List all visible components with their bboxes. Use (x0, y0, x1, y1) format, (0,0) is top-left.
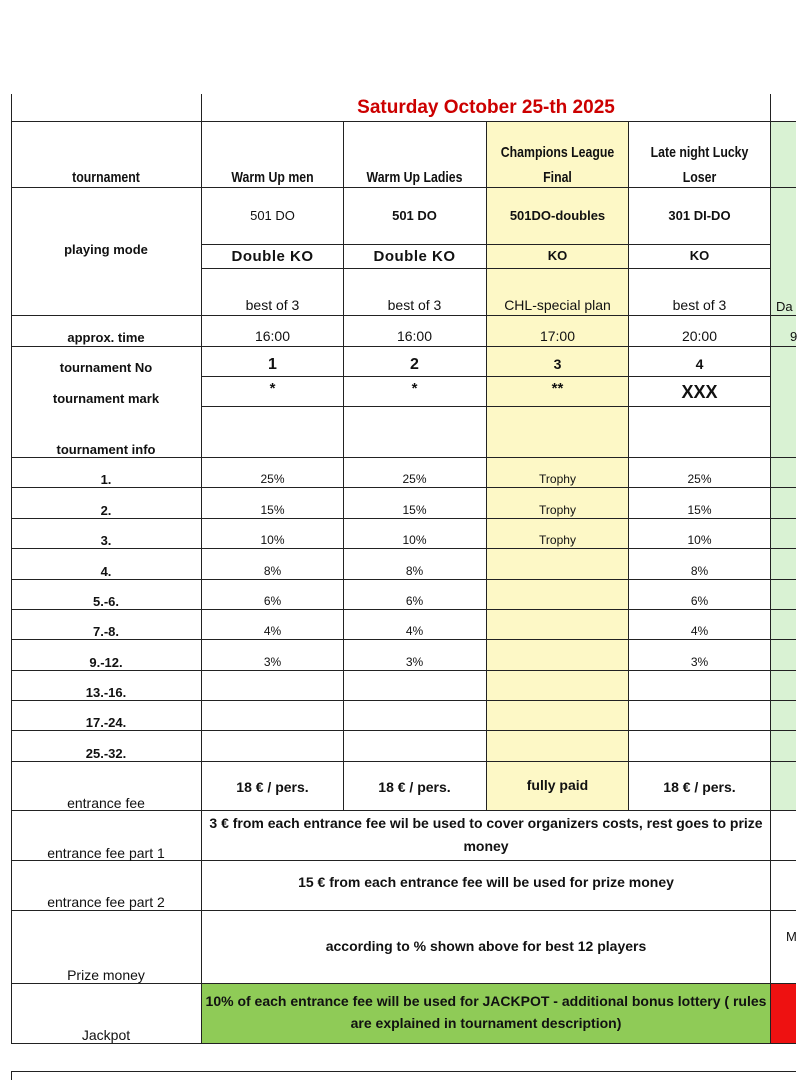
grid-line (11, 609, 796, 610)
label-place: 3. (100, 533, 112, 548)
grid-line (11, 700, 796, 701)
fee-part1-text: 3 € from each entrance fee wil be used to cover organizers costs, rest goes to prize money (209, 815, 763, 854)
prize-money-text: according to % shown above for best 12 players (325, 938, 647, 954)
prize-share: 10% (402, 533, 427, 547)
match-format: best of 3 (387, 297, 442, 313)
prize-share: Trophy (539, 533, 576, 547)
prize-share: 15% (687, 503, 712, 517)
tournament-number: 3 (553, 356, 562, 372)
tournament-name-line2: Final (543, 169, 572, 186)
tournament-number: 4 (695, 356, 704, 372)
entrance-fee: fully paid (526, 777, 589, 793)
next-day-format-fragment: Da (776, 299, 793, 314)
grid-line (201, 244, 771, 245)
start-time: 16:00 (396, 328, 433, 344)
grid-line (11, 579, 796, 580)
start-time: 16:00 (254, 328, 291, 344)
playing-mode: 501 DO (392, 208, 437, 223)
grid-line (11, 730, 796, 731)
label-place: 1. (100, 472, 112, 487)
label-playing-mode: playing mode (64, 242, 148, 257)
grid-line (11, 639, 796, 640)
prize-share: 6% (690, 594, 709, 608)
prize-share: 25% (687, 472, 712, 486)
prize-share: 4% (690, 624, 709, 638)
prize-share: 8% (263, 564, 282, 578)
label-jackpot: Jackpot (81, 1027, 131, 1043)
prize-share: 25% (260, 472, 285, 486)
tournament-mark: ** (551, 380, 564, 397)
entrance-fee: 18 € / pers. (663, 779, 736, 795)
label-prize-money: Prize money (67, 967, 145, 983)
label-tournament-info: tournament info (56, 442, 156, 457)
start-time: 17:00 (539, 328, 576, 344)
tournament-name-line2: Warm Up Ladies (366, 169, 463, 186)
fee-part2-text: 15 € from each entrance fee will be used for prize money (298, 874, 674, 890)
grid-line (11, 761, 796, 762)
grid-line (11, 457, 796, 458)
champions-league-column-fill (487, 122, 629, 810)
label-place: 2. (100, 503, 112, 518)
prize-share: 10% (260, 533, 285, 547)
grid-line (11, 670, 796, 671)
prize-share: 10% (687, 533, 712, 547)
prize-share: 6% (263, 594, 282, 608)
next-day-prize-fragment: M (786, 929, 797, 944)
grid-line (201, 406, 771, 407)
label-tournament-no: tournament No (59, 360, 153, 375)
tournament-mark: * (411, 380, 418, 397)
prize-share: 15% (260, 503, 285, 517)
grid-line (11, 910, 796, 911)
label-place: 25.-32. (85, 746, 127, 761)
grid-line (11, 548, 796, 549)
page-title: Saturday October 25-th 2025 (357, 97, 615, 118)
prize-share: 4% (405, 624, 424, 638)
start-time: 20:00 (681, 328, 718, 344)
playing-mode: 501 DO (250, 208, 295, 223)
entrance-fee: 18 € / pers. (236, 779, 309, 795)
ko-format: KO (547, 248, 568, 263)
next-day-column-fill (771, 122, 796, 810)
label-place: 7.-8. (92, 624, 119, 639)
prize-share: 3% (405, 655, 424, 669)
grid-line (343, 122, 344, 810)
ko-format: KO (689, 248, 710, 263)
prize-share: 8% (405, 564, 424, 578)
grid-line (11, 518, 796, 519)
grid-line (628, 122, 629, 810)
label-entrance-fee-part1: entrance fee part 1 (47, 845, 165, 861)
red-cell-fill (771, 984, 796, 1043)
grid-line (201, 268, 771, 269)
grid-line (11, 346, 796, 347)
prize-share: 3% (263, 655, 282, 669)
grid-line (770, 94, 771, 1043)
prize-share: 3% (690, 655, 709, 669)
tournament-number: 2 (410, 356, 419, 373)
label-entrance-fee-part2: entrance fee part 2 (47, 894, 165, 910)
grid-line (11, 1071, 796, 1072)
entrance-fee: 18 € / pers. (378, 779, 451, 795)
match-format: CHL-special plan (504, 297, 611, 313)
label-place: 5.-6. (92, 594, 119, 609)
match-format: best of 3 (672, 297, 727, 313)
prize-share: Trophy (539, 503, 576, 517)
prize-share: 4% (263, 624, 282, 638)
prize-share: 25% (402, 472, 427, 486)
prize-share: 6% (405, 594, 424, 608)
prize-share: 15% (402, 503, 427, 517)
ko-format: Double KO (373, 248, 456, 265)
match-format: best of 3 (245, 297, 300, 313)
ko-format: Double KO (231, 248, 314, 265)
tournament-name-line1: Late night Lucky (650, 144, 749, 161)
grid-line (486, 122, 487, 810)
grid-line (11, 1071, 12, 1080)
label-place: 9.-12. (89, 655, 123, 670)
grid-line (11, 1043, 796, 1044)
tournament-number: 1 (268, 356, 277, 373)
label-approx-time: approx. time (67, 330, 145, 345)
tournament-mark: * (269, 380, 276, 397)
label-entrance-fee: entrance fee (67, 795, 145, 811)
jackpot-text: 10% of each entrance fee will be used for JACKPOT - additional bonus lottery ( rules are explained in tournament description) (205, 993, 767, 1031)
label-place: 17.-24. (85, 715, 127, 730)
tournament-mark: XXX (681, 382, 718, 402)
playing-mode: 501DO-doubles (509, 208, 606, 223)
label-place: 4. (100, 564, 112, 579)
playing-mode: 301 DI-DO (668, 208, 731, 223)
grid-line (11, 121, 796, 122)
tournament-name-line2: Loser (682, 169, 717, 186)
tournament-name-line1: Champions League (500, 144, 615, 161)
grid-line (11, 983, 796, 984)
grid-line (11, 315, 796, 316)
label-tournament-mark: tournament mark (52, 391, 160, 406)
tournament-name-line2: Warm Up men (231, 169, 314, 186)
label-tournament: tournament (72, 169, 140, 186)
grid-line (201, 376, 771, 377)
label-place: 13.-16. (85, 685, 127, 700)
prize-share: 8% (690, 564, 709, 578)
grid-line (11, 187, 796, 188)
next-day-time-fragment: 9 (790, 329, 797, 344)
prize-share: Trophy (539, 472, 576, 486)
grid-line (11, 487, 796, 488)
